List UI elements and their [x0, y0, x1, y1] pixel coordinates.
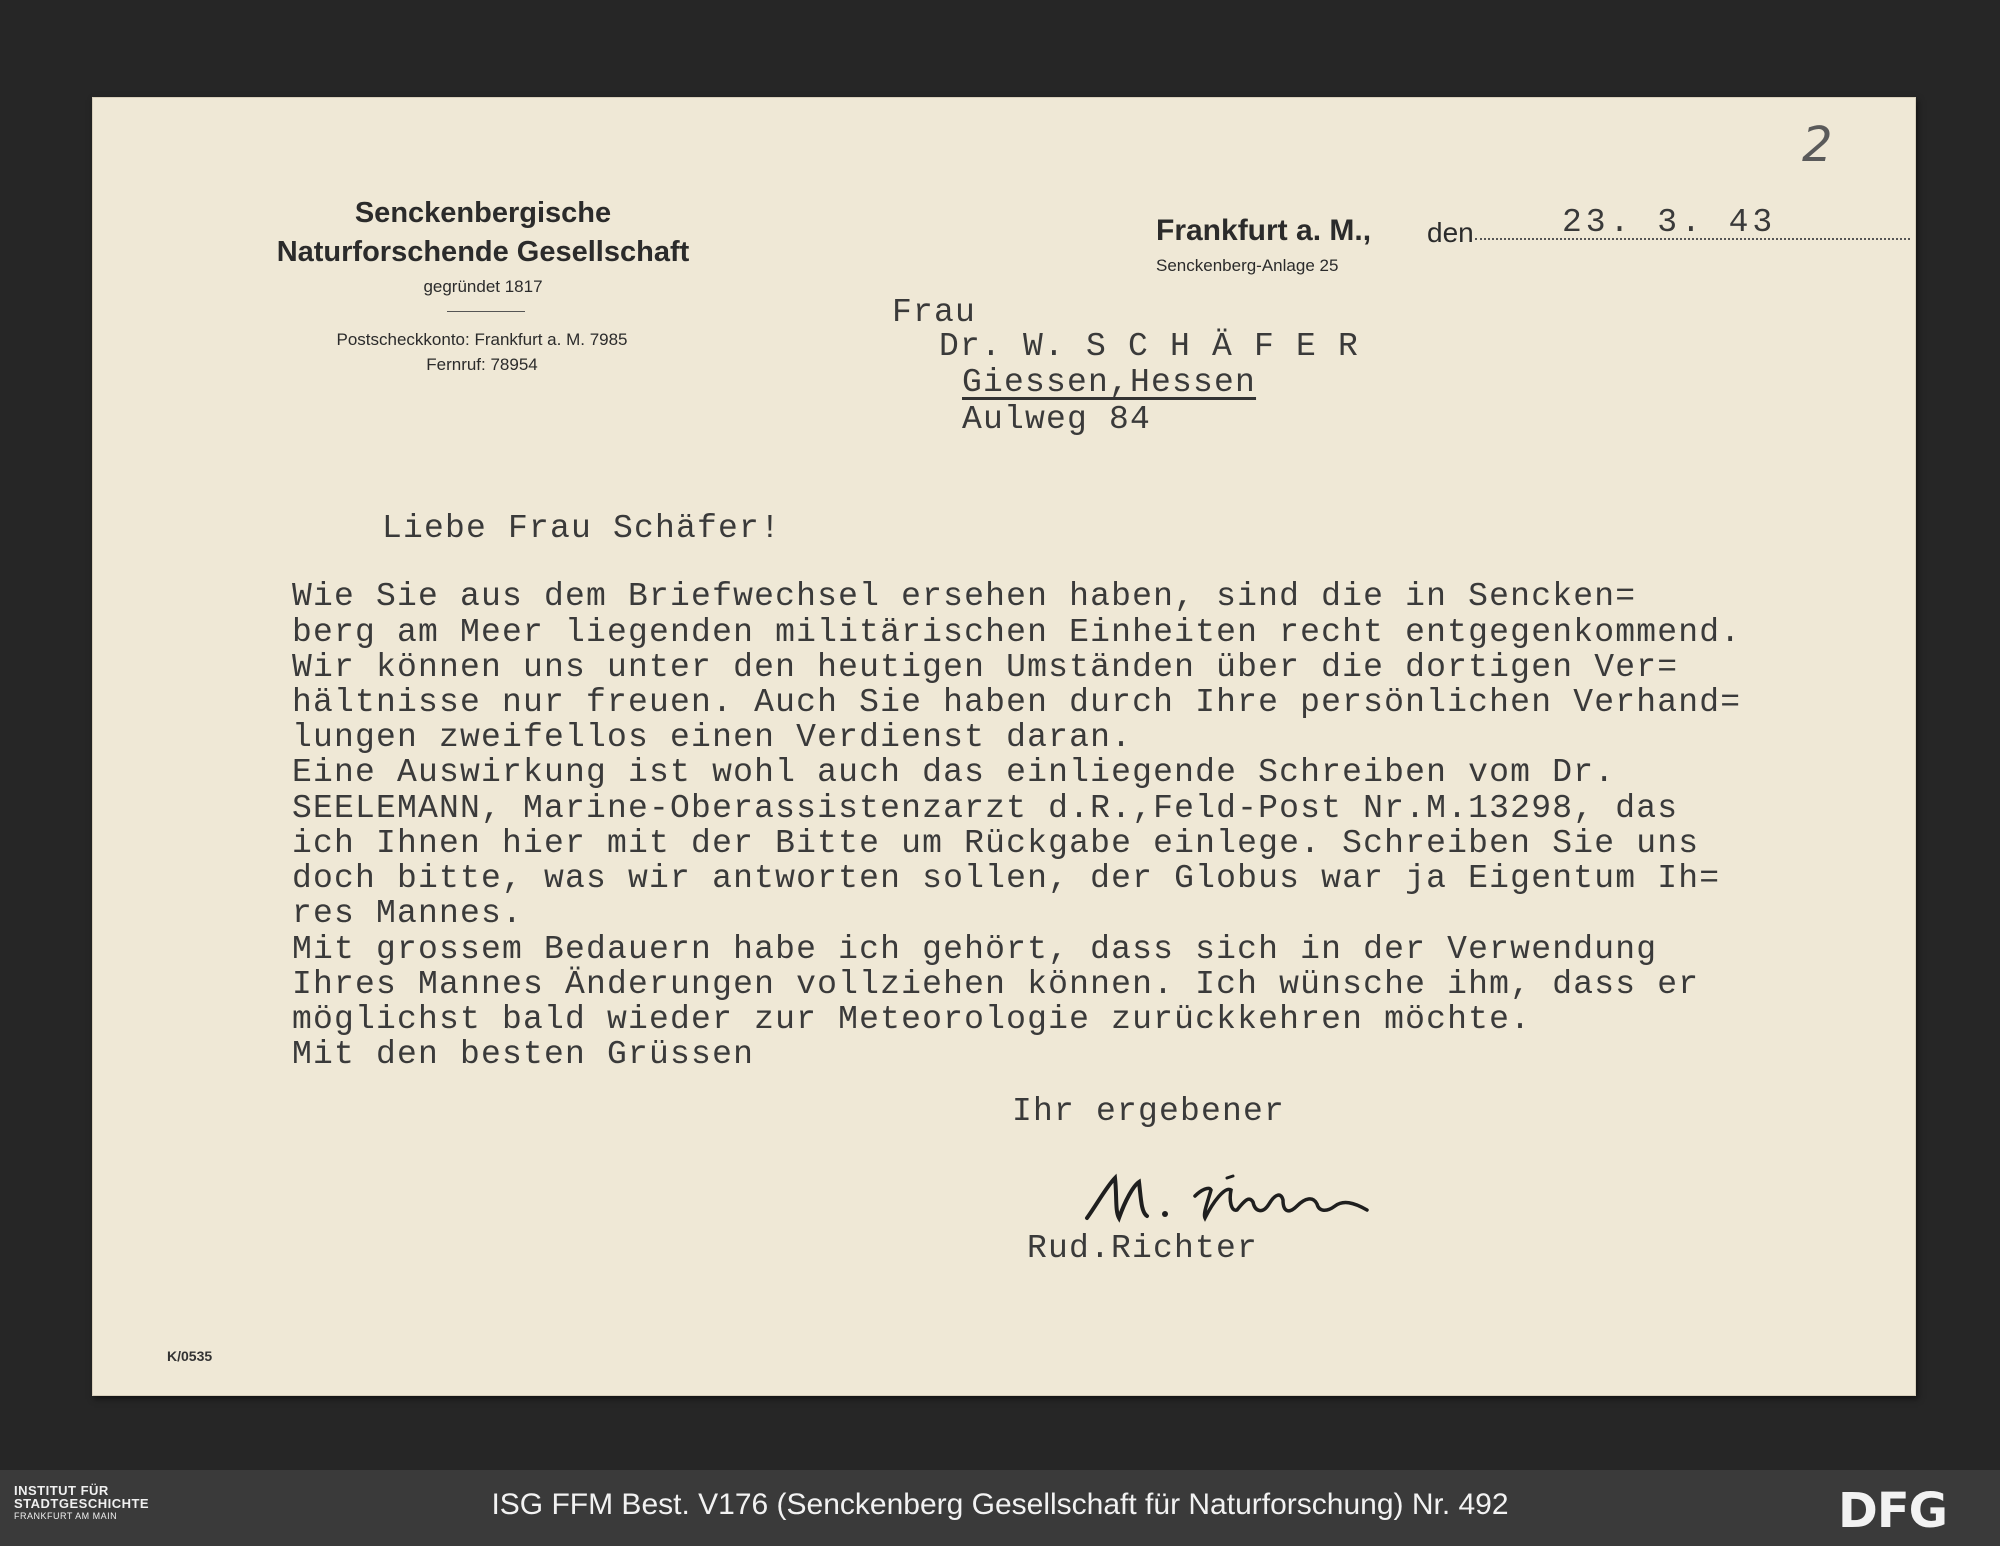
letterhead-divider [447, 311, 525, 312]
closing: Ihr ergebener [1012, 1093, 1286, 1130]
recipient-salutation: Frau [892, 294, 977, 331]
body-line-6: Eine Auswirkung ist wohl auch das einliegende Schreiben vom Dr. [292, 754, 1616, 791]
sender-street: Senckenberg-Anlage 25 [1156, 256, 1339, 275]
dfg-logo: DFG [1838, 1483, 1948, 1539]
phone-number: Fernruf: 78954 [426, 355, 538, 374]
greeting: Liebe Frau Schäfer! [382, 510, 782, 547]
recipient-city: Giessen,Hessen [962, 364, 1257, 401]
page-number: 2 [1802, 117, 1833, 173]
body-line-5: lungen zweifellos einen Verdienst daran. [292, 719, 1133, 756]
signer-name: Rud.Richter [1027, 1230, 1259, 1267]
institute-line2: STADTGESCHICHTE [14, 1496, 150, 1511]
date-label: den [1427, 217, 1474, 248]
letter-place: Frankfurt a. M., [1156, 214, 1372, 247]
body-line-7: SEELEMANN, Marine-Oberassistenzarzt d.R.,Feld-Post Nr.M.13298, das [292, 790, 1679, 827]
body-line-11: Mit grossem Bedauern habe ich gehört, dass sich in der Verwendung [292, 931, 1658, 968]
archive-code: K/0535 [167, 1348, 213, 1364]
body-line-12: Ihres Mannes Änderungen vollziehen können. Ich wünsche ihm, dass er [292, 966, 1700, 1003]
recipient-name: Dr. W. S C H Ä F E R [939, 328, 1360, 365]
body-line-2: berg am Meer liegenden militärischen Einheiten recht entgegenkommend. [292, 614, 1742, 651]
body-line-13: möglichst bald wieder zur Meteorologie zurückkehren möchte. [292, 1001, 1532, 1038]
institute-line3: FRANKFURT AM MAIN [14, 1511, 118, 1521]
institute-line1: INSTITUT FÜR [14, 1483, 109, 1498]
org-name-line2: Naturforschende Gesellschaft [276, 236, 690, 268]
handwritten-signature [1077, 1156, 1387, 1236]
recipient-street: Aulweg 84 [962, 401, 1152, 438]
institute-logo [14, 1484, 149, 1522]
body-line-1: Wie Sie aus dem Briefwechsel ersehen haben, sind die in Sencken= [292, 578, 1637, 615]
body-line-10: res Mannes. [292, 895, 524, 932]
archive-footer [0, 1470, 2000, 1546]
body-line-14: Mit den besten Grüssen [292, 1036, 755, 1073]
letter-sheet [92, 97, 1916, 1396]
archive-citation: ISG FFM Best. V176 (Senckenberg Gesellschaft für Naturforschung) Nr. 492 [491, 1488, 1509, 1521]
body-line-9: doch bitte, was wir antworten sollen, der Globus war ja Eigentum Ih= [292, 860, 1721, 897]
body-line-3: Wir können uns unter den heutigen Umständen über die dortigen Ver= [292, 649, 1679, 686]
postal-account: Postscheckkonto: Frankfurt a. M. 7985 [336, 330, 628, 349]
letter-date: 23. 3. 43 [1562, 204, 1777, 241]
body-line-8: ich Ihnen hier mit der Bitte um Rückgabe einlege. Schreiben Sie uns [292, 825, 1700, 862]
org-name-line1: Senckenbergische [354, 197, 612, 229]
body-line-4: hältnisse nur freuen. Auch Sie haben durch Ihre persönlichen Verhand= [292, 684, 1742, 721]
org-founded: gegründet 1817 [423, 277, 543, 296]
